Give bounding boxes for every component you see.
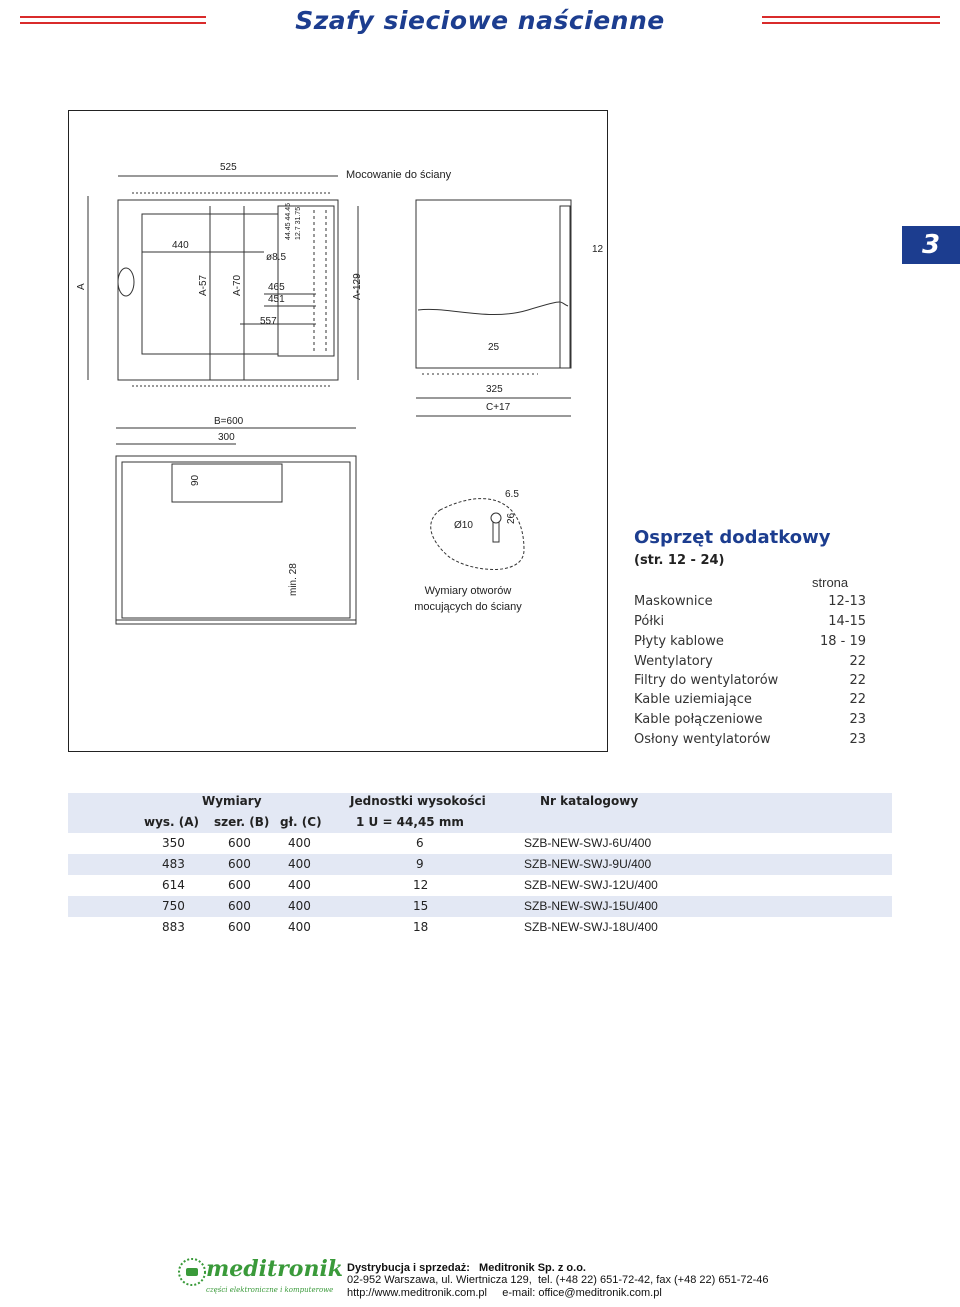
dim-A-129: A-129 xyxy=(352,273,363,300)
header-unit-def: 1 U = 44,45 mm xyxy=(356,815,464,829)
footer-address: 02-952 Warszawa, ul. Wiertnicza 129, tel. (+48 22) 651-72-42, fax (+48 22) 651-72-46 xyxy=(347,1274,769,1286)
meditronik-logo xyxy=(176,1254,344,1302)
table-row: 883 600 400 18 SZB-NEW-SWJ-18U/400 xyxy=(162,920,658,934)
table-row: 614 600 400 12 SZB-NEW-SWJ-12U/400 xyxy=(162,878,658,892)
footer-distributor: Dystrybucja i sprzedaż: Meditronik Sp. z o.o. xyxy=(347,1262,586,1274)
table-row: 350 600 400 6 SZB-NEW-SWJ-6U/400 xyxy=(162,836,652,850)
accessory-row: Maskownice 12-13 xyxy=(634,594,866,609)
accessory-row: Kable uziemiające 22 xyxy=(634,692,866,707)
dim-451: 451 xyxy=(268,294,285,305)
header-catalog: Nr katalogowy xyxy=(540,794,639,808)
table-row: 483 600 400 9 SZB-NEW-SWJ-9U/400 xyxy=(68,854,892,875)
dim-525: 525 xyxy=(220,162,237,173)
dim-min28: min. 28 xyxy=(288,563,299,596)
technical-drawing xyxy=(68,110,608,752)
logo-wordmark: meditronik xyxy=(206,1256,344,1282)
front-view-outline xyxy=(118,200,338,380)
dim-C17: C+17 xyxy=(486,402,511,413)
dim-465: 465 xyxy=(268,282,285,293)
accessory-row: Płyty kablowe 18 - 19 xyxy=(634,634,866,649)
footer-web-email: http://www.meditronik.com.pl e-mail: office@meditronik.com.pl xyxy=(347,1287,662,1299)
table-header xyxy=(68,793,892,833)
bottom-view-outline xyxy=(116,456,356,624)
header-width: szer. (B) xyxy=(214,815,270,829)
dim-pitch2: 12.7 31.75 xyxy=(295,206,302,240)
header-units: Jednostki wysokości xyxy=(350,794,486,808)
dim-hole-dia: ø8.5 xyxy=(266,252,287,263)
accessory-row: Półki 14-15 xyxy=(634,614,866,629)
dim-o10: Ø10 xyxy=(454,520,473,531)
accessory-row: Filtry do wentylatorów 22 xyxy=(634,673,866,688)
caption-holes-2: mocujących do ściany xyxy=(414,601,522,613)
cable-entry-cutout xyxy=(172,464,282,502)
accessories-title: Osprzęt dodatkowy xyxy=(634,527,831,548)
accessory-row: Wentylatory 22 xyxy=(634,654,866,669)
accessories-page-header: strona xyxy=(812,575,849,590)
logo-tagline: części elektroniczne i komputerowe xyxy=(206,1286,334,1294)
product-table xyxy=(68,793,892,938)
chapter-tab: 3 xyxy=(902,226,960,264)
table-row: 750 600 400 15 SZB-NEW-SWJ-15U/400 xyxy=(68,896,892,917)
accessory-row: Kable połączeniowe 23 xyxy=(634,712,866,727)
page-title: Szafy sieciowe naścienne xyxy=(295,6,665,35)
dim-300: 300 xyxy=(218,432,235,443)
accessory-row: Osłony wentylatorów 23 xyxy=(634,732,866,747)
drawing-frame xyxy=(68,110,608,752)
dim-6-5: 6.5 xyxy=(505,489,519,500)
dim-440: 440 xyxy=(172,240,189,251)
caption-holes-1: Wymiary otworów xyxy=(424,585,512,597)
header-dimensions: Wymiary xyxy=(202,794,262,808)
dim-325: 325 xyxy=(486,384,503,395)
dim-pitch: 44.45 44.45 xyxy=(285,203,292,240)
dim-25: 25 xyxy=(488,342,500,353)
dim-90: 90 xyxy=(190,474,201,486)
dim-26: 26 xyxy=(506,512,517,524)
dim-B600: B=600 xyxy=(214,416,244,427)
caption-mount: Mocowanie do ściany xyxy=(346,169,452,181)
dim-A: A xyxy=(76,283,87,290)
dim-A-57: A-57 xyxy=(198,274,209,296)
dim-12: 12 xyxy=(592,244,604,255)
accessories-subtitle: (str. 12 - 24) xyxy=(634,553,725,568)
dim-A-70: A-70 xyxy=(232,274,243,296)
header-depth: gł. (C) xyxy=(280,815,322,829)
dim-557: 557 xyxy=(260,316,277,327)
header-height: wys. (A) xyxy=(144,815,200,829)
